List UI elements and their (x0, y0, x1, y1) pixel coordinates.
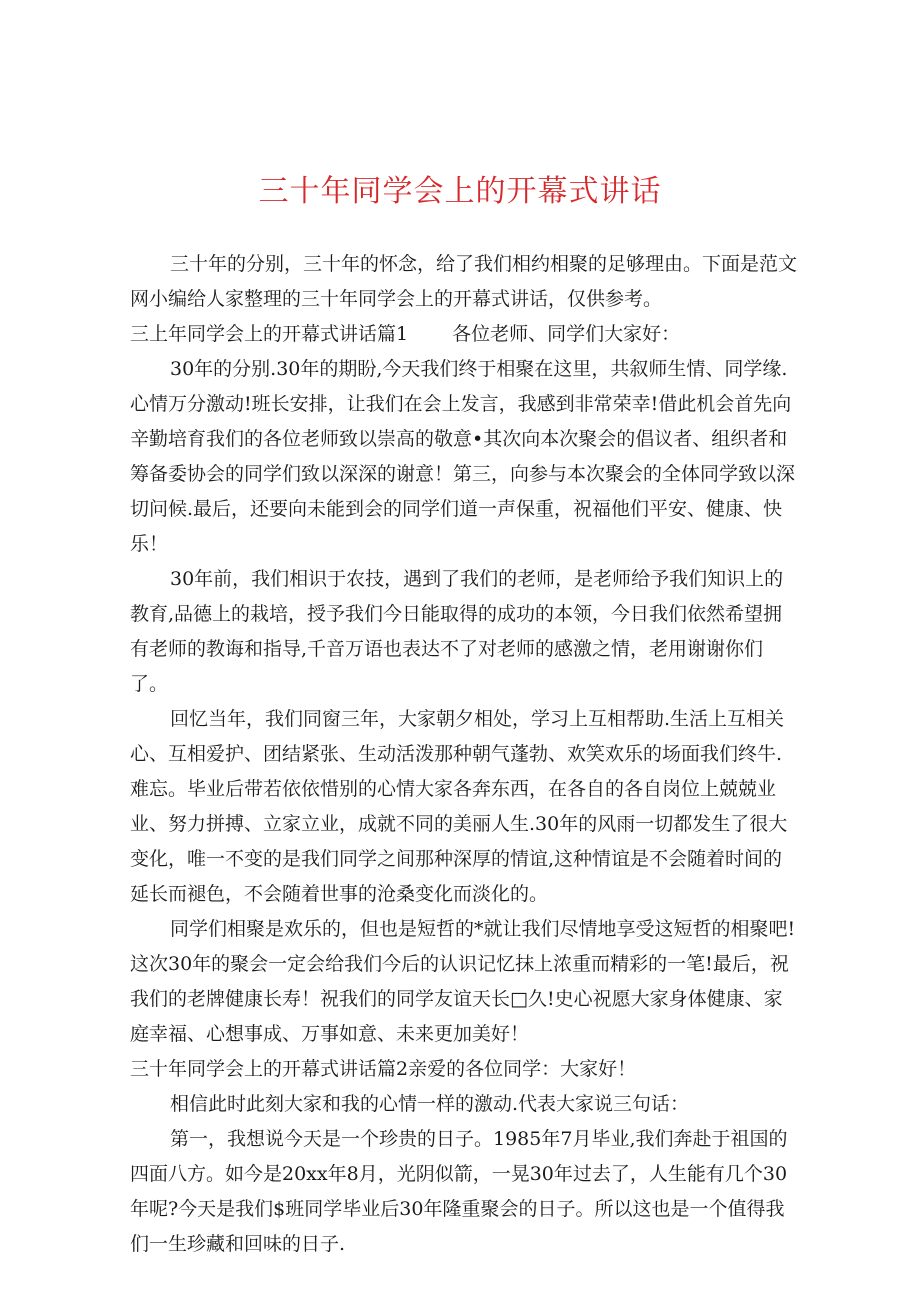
speech-1-paragraph-3: 回忆当年，我们同窗三年，大家朝夕相处，学习上互相帮助.生活上互相关心、互相爱护、团结紧张、生动活泼那种朝气蓬勃、欢笑欢乐的场面我们终牛.难忘。毕业后带若依依惜别的心情大家各奔东西，在各自的各自岗位上兢兢业业、努力拼搏、立家立业，成就不同的美丽人生.30年的风雨一切都发生了很大变化，唯一不变的是我们同学之间那种深厚的情谊,这种情谊是不会随着时间的延长而褪色，不会随着世事的沧桑变化而淡化的。 (130, 708, 788, 905)
intro-paragraph: 三十年的分别，三十年的怀念，给了我们相约相聚的足够理由。下面是范文网小编给人家整理的三十年同学会上的开幕式讲话，仅供参考。 (130, 253, 798, 310)
speech-2-paragraph-1: 相信此时此刻大家和我的心情一样的激动.代表大家说三句话： (170, 1093, 690, 1115)
document-body (130, 247, 800, 1262)
speech-1-paragraph-2: 30年前，我们相识于农技，遇到了我们的老师，是老师给予我们知识上的教育,品德上的栽培，授予我们今日能取得的成功的本领，今日我们依然希望拥有老师的教诲和指导,千音万语也表达不了对老师的感激之情，老用谢谢你们了。 (130, 568, 784, 695)
speech-1-paragraph-1: 30年的分别.30年的期盼,今天我们终于相聚在这里，共叙师生情、同学缘.心情万分激动!班长安排，让我们在会上发言，我感到非常荣幸!借此机会首先向辛勤培育我们的各位老师致以崇高的敬意•其次向本次聚会的倡议者、组织者和筹备委协会的同学们致以深深的谢意！第三，向参与本次聚会的全体同学致以深切问候.最后，还要向未能到会的同学们道一声保重，祝福他们平安、健康、快乐！ (130, 358, 796, 555)
speech-1-heading: 三上年同学会上的开幕式讲话篇1 (130, 323, 409, 345)
speech-1-greeting: 各位老师、同学们大家好： (452, 323, 681, 345)
document-title: 三十年同学会上的开幕式讲话 (258, 174, 662, 209)
speech-2-heading: 三十年同学会上的开幕式讲话篇2亲爱的各位同学：大家好！ (130, 1058, 637, 1080)
speech-2-paragraph-2: 第一，我想说今天是一个珍贵的日子。1985年7月毕业,我们奔赴于祖国的四面八方。如今是20xx年8月，光阴似箭，一晃30年过去了，人生能有几个30年呢?今天是我们$班同学毕业后30年隆重聚会的日子。所以这也是一个值得我们一生珍藏和回味的日子. (130, 1128, 788, 1255)
speech-1-heading-line (130, 317, 800, 352)
speech-1-paragraph-4: 同学们相聚是欢乐的，但也是短哲的*就让我们尽情地享受这短哲的相聚吧!这次30年的聚会一定会给我们今后的认识记忆抹上浓重而精彩的一笔!最后，祝我们的老牌健康长寿！祝我们的同学友谊天长□久!史心祝愿大家身体健康、家庭幸福、心想事成、万事如意、未来更加美好！ (130, 918, 796, 1045)
